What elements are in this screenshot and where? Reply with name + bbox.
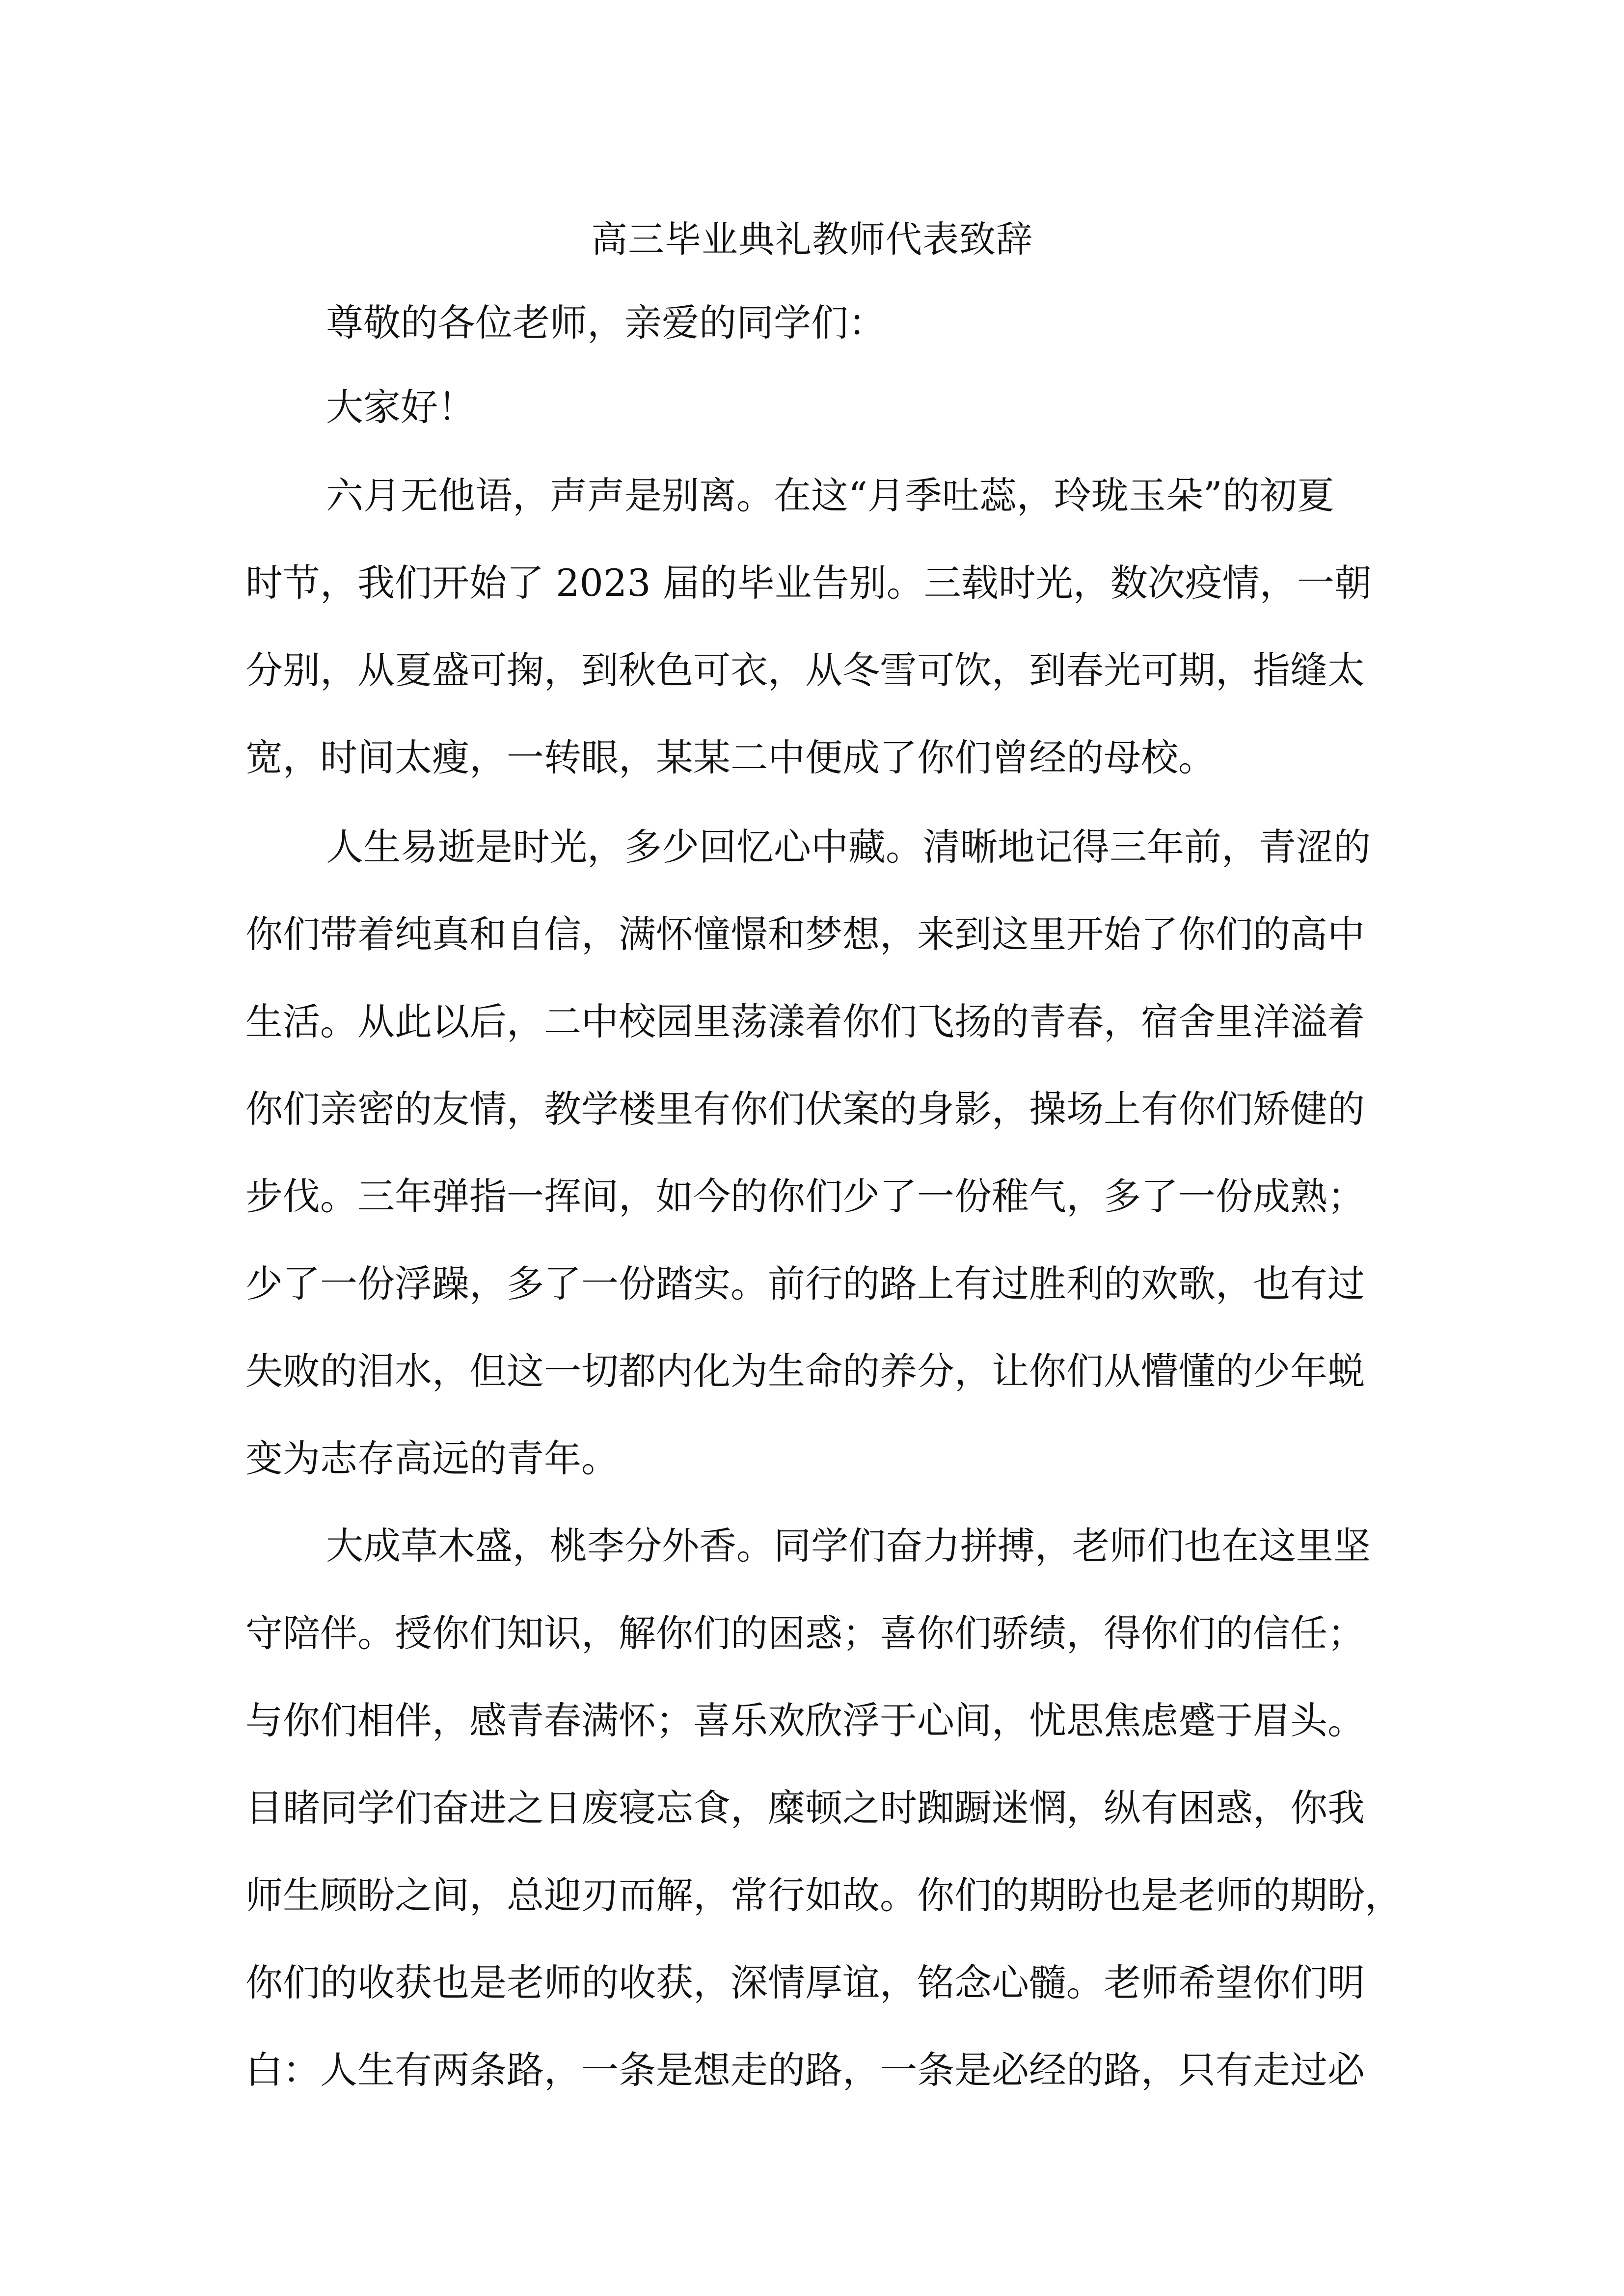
paragraph-line: 你们的收获也是老师的收获，深情厚谊，铭念心髓。老师希望你们明 bbox=[245, 1961, 1365, 2004]
document-title: 高三毕业典礼教师代表致辞 bbox=[591, 218, 1033, 261]
paragraph-line: 宽，时间太瘦，一转眼，某某二中便成了你们曾经的母校。 bbox=[245, 736, 1216, 779]
paragraph-line: 六月无他语，声声是别离。在这“月季吐蕊，玲珑玉朵”的初夏 bbox=[326, 474, 1334, 517]
paragraph-line: 人生易逝是时光，多少回忆心中藏。清晰地记得三年前，青涩的 bbox=[326, 825, 1371, 869]
paragraph-line: 失败的泪水，但这一切都内化为生命的养分，让你们从懵懂的少年蜕 bbox=[245, 1349, 1365, 1393]
salutation: 尊敬的各位老师，亲爱的同学们： bbox=[326, 301, 886, 345]
paragraph-line: 步伐。三年弹指一挥间，如今的你们少了一份稚气，多了一份成熟； bbox=[245, 1175, 1365, 1218]
paragraph-line: 时节，我们开始了 2023 届的毕业告别。三载时光，数次疫情，一朝 bbox=[245, 561, 1372, 605]
greeting: 大家好！ bbox=[326, 385, 475, 429]
paragraph-line: 与你们相伴，感青春满怀；喜乐欢欣浮于心间，忧思焦虑蹙于眉头。 bbox=[245, 1699, 1365, 1742]
paragraph-line: 变为志存高远的青年。 bbox=[245, 1437, 619, 1480]
paragraph-line: 白：人生有两条路，一条是想走的路，一条是必经的路，只有走过必 bbox=[245, 2048, 1365, 2092]
paragraph-line: 目睹同学们奋进之日废寝忘食，糜顿之时踟蹰迷惘，纵有困惑，你我 bbox=[245, 1786, 1365, 1830]
paragraph-line: 师生顾盼之间，总迎刃而解，常行如故。你们的期盼也是老师的期盼， bbox=[245, 1873, 1402, 1917]
paragraph-line: 生活。从此以后，二中校园里荡漾着你们飞扬的青春，宿舍里洋溢着 bbox=[245, 1000, 1365, 1043]
paragraph-line: 你们带着纯真和自信，满怀憧憬和梦想，来到这里开始了你们的高中 bbox=[245, 912, 1365, 956]
paragraph-line: 少了一份浮躁，多了一份踏实。前行的路上有过胜利的欢歌，也有过 bbox=[245, 1262, 1365, 1306]
paragraph-line: 分别，从夏盛可掬，到秋色可衣，从冬雪可饮，到春光可期，指缝太 bbox=[245, 648, 1365, 692]
paragraph-line: 守陪伴。授你们知识，解你们的困惑；喜你们骄绩，得你们的信任； bbox=[245, 1611, 1365, 1655]
paragraph-line: 你们亲密的友情，教学楼里有你们伏案的身影，操场上有你们矫健的 bbox=[245, 1087, 1365, 1131]
paragraph-line: 大成草木盛，桃李分外香。同学们奋力拼搏，老师们也在这里坚 bbox=[326, 1524, 1371, 1568]
